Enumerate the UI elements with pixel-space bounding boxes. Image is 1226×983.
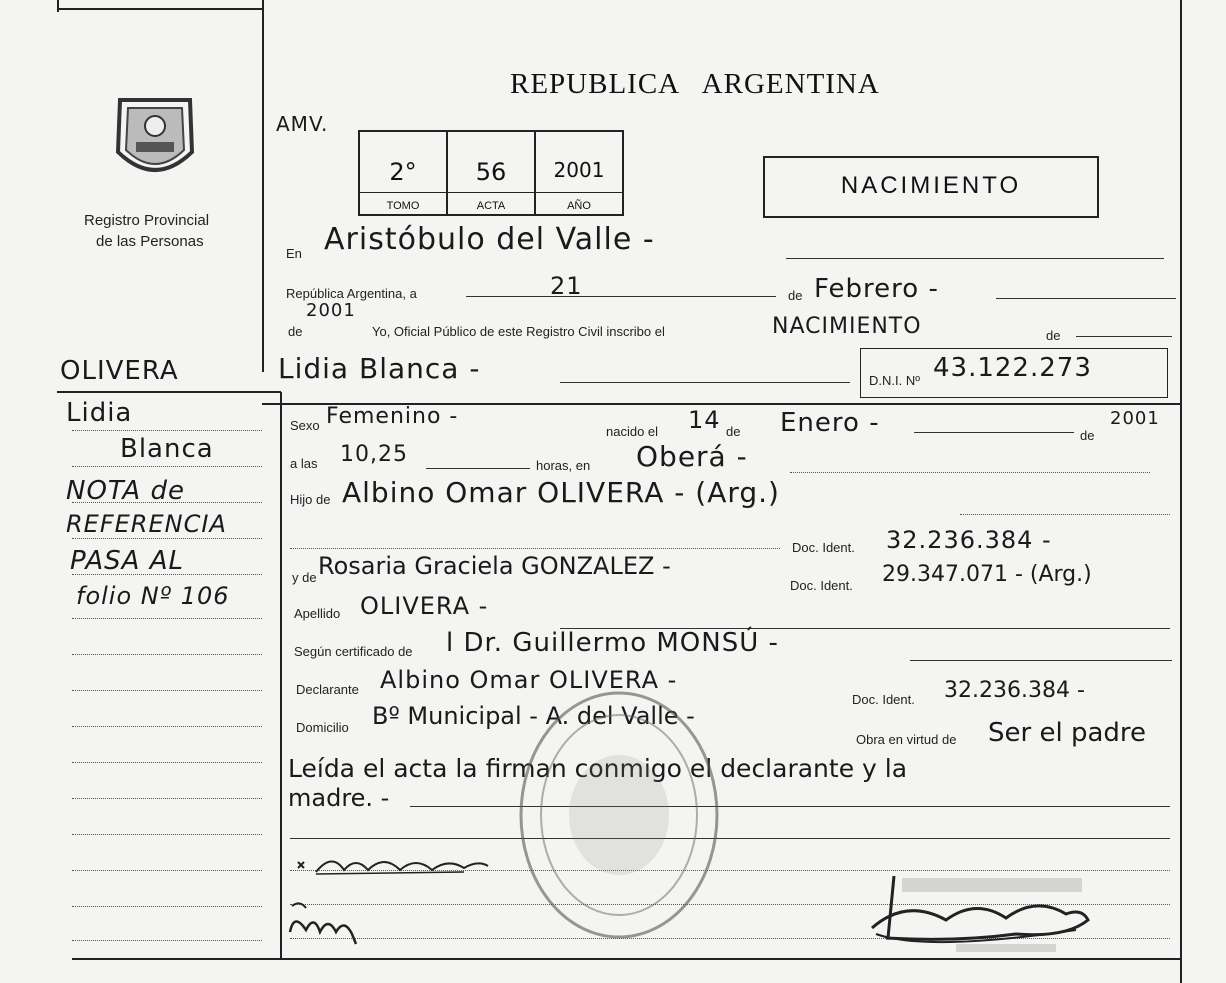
year-value: 2001 <box>306 300 356 321</box>
alas-label: a las <box>290 456 318 471</box>
certificado-value: l Dr. Guillermo MONSÚ - <box>446 628 779 658</box>
en-label: En <box>286 246 302 261</box>
day-line <box>466 296 776 297</box>
father-doc-value: 32.236.384 - <box>886 526 1052 554</box>
day-value: 21 <box>550 272 583 300</box>
margin-line <box>72 798 262 799</box>
dni-label: D.N.I. Nº <box>869 373 920 388</box>
dni-value: 43.122.273 <box>933 353 1092 383</box>
amv-note: AMV. <box>276 112 329 136</box>
father-line-2 <box>290 548 780 549</box>
de3-label: de <box>1046 328 1061 343</box>
margin-line <box>72 870 262 871</box>
margin-name-1: Lidia <box>66 398 133 428</box>
record-number-grid <box>358 130 624 216</box>
domicilio-value: Bº Municipal - A. del Valle - <box>372 702 695 730</box>
margin-line <box>72 940 262 941</box>
apellido-label: Apellido <box>294 606 341 621</box>
acta-label: ACTA <box>476 200 506 212</box>
child-name-line <box>560 382 850 383</box>
child-name: Lidia Blanca - <box>278 352 481 385</box>
de2-label: de <box>288 324 303 339</box>
margin-divider-lower <box>280 392 282 958</box>
doc2-label: Doc. Ident. <box>790 578 853 593</box>
province-seal-logo <box>112 92 198 190</box>
margin-line <box>72 502 262 503</box>
certificado-line <box>910 660 1172 661</box>
republica-label: República Argentina, a <box>286 286 417 301</box>
margin-rule-1 <box>57 391 281 393</box>
month-line <box>996 298 1176 299</box>
tomo-cell <box>360 132 448 214</box>
right-border <box>1180 0 1182 983</box>
margin-line <box>72 466 262 467</box>
bottom-rule <box>72 958 1180 960</box>
segun-label: Según certificado de <box>294 644 413 659</box>
domicilio-label: Domicilio <box>296 720 349 735</box>
de5-label: de <box>1080 428 1095 443</box>
registry-name-line2: de las Personas <box>96 233 204 250</box>
dni-box <box>860 348 1168 398</box>
mother-doc-value: 29.347.071 - (Arg.) <box>882 562 1092 587</box>
tomo-label: TOMO <box>386 200 420 212</box>
reading-line-2: madre. - <box>288 784 390 812</box>
sexo-label: Sexo <box>290 418 320 433</box>
sexo-value: Femenino - <box>326 404 459 429</box>
margin-line <box>72 690 262 691</box>
grid-label-rule <box>360 192 622 193</box>
official-stamp-seal <box>516 688 722 942</box>
birth-year-value: 2001 <box>1110 408 1160 429</box>
birth-place-value: Oberá - <box>636 440 748 473</box>
obra-value: Ser el padre <box>988 718 1146 748</box>
margin-line <box>72 574 262 575</box>
margin-line <box>72 906 262 907</box>
margin-note-2: REFERENCIA <box>66 510 227 538</box>
de-label: de <box>788 288 803 303</box>
obra-label: Obra en virtud de <box>856 732 957 747</box>
acta-cell <box>448 132 536 214</box>
margin-line <box>72 726 262 727</box>
declarante-label: Declarante <box>296 682 359 697</box>
de4-label: de <box>726 424 741 439</box>
yo-label: Yo, Oficial Público de este Registro Civil inscribo el <box>372 324 665 339</box>
anio-value: 2001 <box>553 158 605 182</box>
margin-surname: OLIVERA <box>60 356 179 386</box>
father-value: Albino Omar OLIVERA - (Arg.) <box>342 476 780 509</box>
inscribe-value: NACIMIENTO <box>772 314 922 339</box>
margin-line <box>72 762 262 763</box>
margin-line <box>72 430 262 431</box>
month-value: Febrero - <box>814 274 939 304</box>
margin-divider <box>262 0 264 372</box>
hour-value: 10,25 <box>340 442 408 467</box>
birth-month-value: Enero - <box>780 408 880 438</box>
margin-name-2: Blanca <box>120 434 214 464</box>
official-signature-stamp <box>866 868 1094 956</box>
margin-line <box>72 654 262 655</box>
margin-note-4: folio Nº 106 <box>76 582 230 610</box>
country-title: REPUBLICA ARGENTINA <box>510 68 880 100</box>
blank-line-1 <box>290 838 1170 839</box>
declarante-value: Albino Omar OLIVERA - <box>380 666 678 694</box>
apellido-value: OLIVERA - <box>360 592 489 620</box>
margin-line <box>72 834 262 835</box>
doc3-label: Doc. Ident. <box>852 692 915 707</box>
margin-note-1: NOTA de <box>66 476 185 506</box>
mother-signature <box>284 898 380 946</box>
birth-month-line <box>914 432 1074 433</box>
left-border <box>57 0 59 12</box>
record-type-box <box>763 156 1099 218</box>
birth-day-value: 14 <box>688 406 721 434</box>
tomo-value: 2° <box>389 158 417 186</box>
declarante-doc-value: 32.236.384 - <box>944 678 1085 703</box>
hour-line <box>426 468 530 469</box>
margin-line <box>72 538 262 539</box>
reading-line-1: Leída el acta la firman conmigo el declarante y la <box>288 754 908 783</box>
registry-name-line1: Registro Provincial <box>84 212 210 229</box>
margin-note-3: PASA AL <box>70 546 184 576</box>
margin-line <box>72 618 262 619</box>
yde-label: y de <box>292 570 317 585</box>
de3-line <box>1076 336 1172 337</box>
birth-place-line <box>790 472 1150 473</box>
nacido-label: nacido el <box>606 424 659 439</box>
en-value: Aristóbulo del Valle - <box>324 222 655 257</box>
mother-value: Rosaria Graciela GONZALEZ - <box>318 552 671 580</box>
declarant-signature <box>292 848 492 882</box>
anio-label: AÑO <box>567 200 591 212</box>
father-line <box>960 514 1170 515</box>
acta-value: 56 <box>475 158 507 186</box>
en-line <box>786 258 1164 259</box>
horas-label: horas, en <box>536 458 591 473</box>
anio-cell <box>536 132 622 214</box>
record-type-label: NACIMIENTO <box>840 172 1022 199</box>
hijo-label: Hijo de <box>290 492 331 507</box>
top-rule <box>57 8 263 10</box>
doc1-label: Doc. Ident. <box>792 540 855 555</box>
